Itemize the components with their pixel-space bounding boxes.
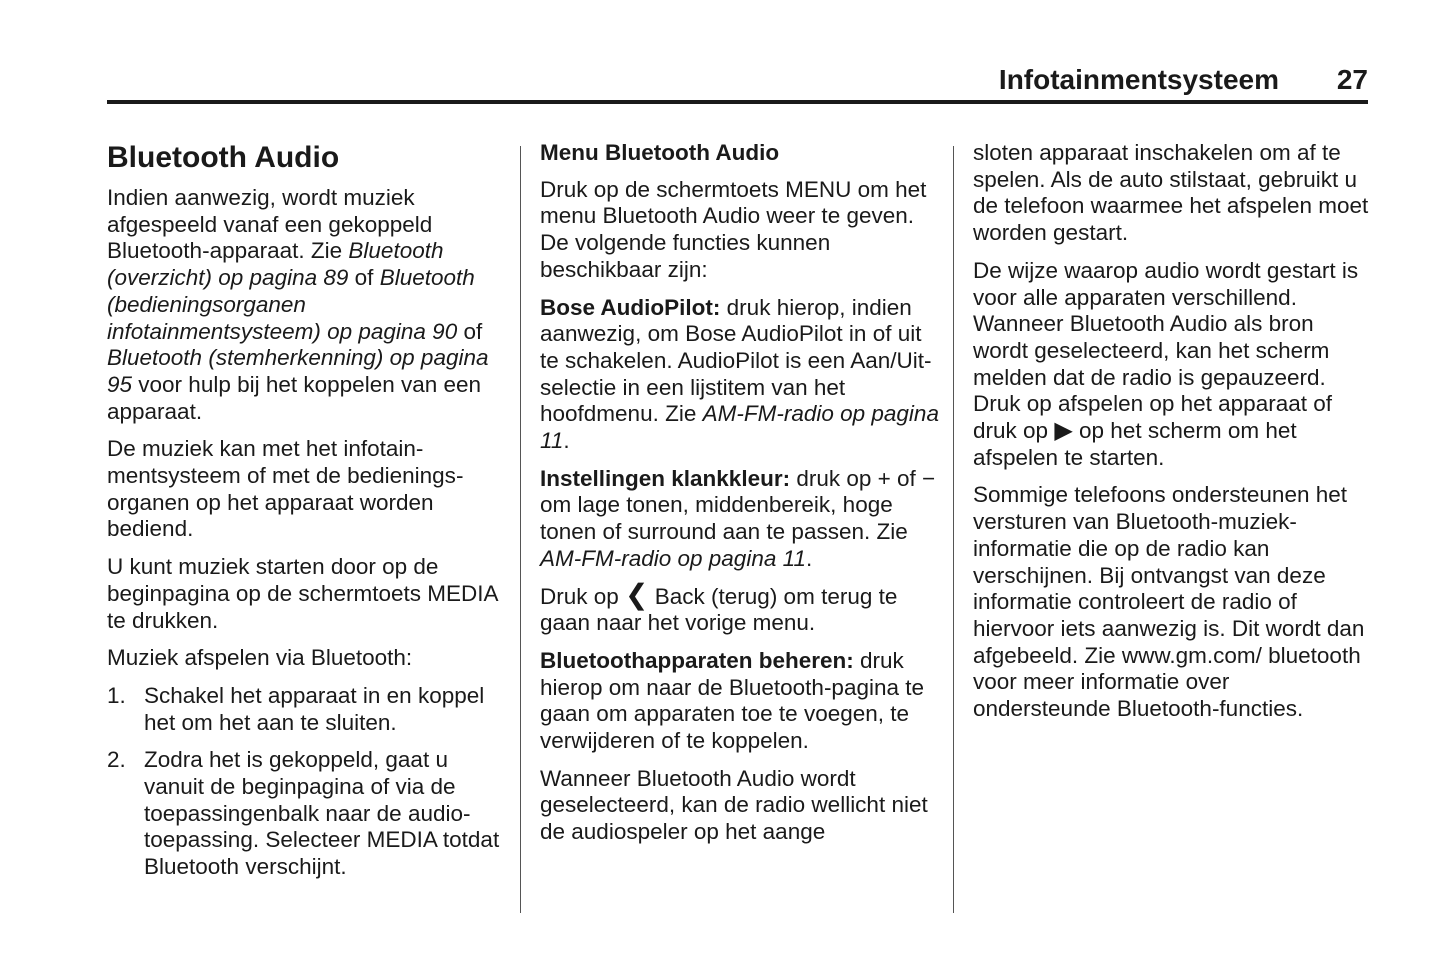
cross-reference: AM-FM-radio op pagina 11: [540, 545, 806, 571]
column-3: [973, 140, 1373, 734]
step-text: Zodra het is gekoppeld, gaat u vanuit de beginpagina of via de toepassingenbalk naar de audiotoepassing. Selecteer MEDIA totdat Bluetooth verschijnt.: [144, 747, 500, 880]
steps-list: [107, 683, 505, 881]
back-chevron-icon: ❮: [625, 578, 649, 610]
paragraph: Sommige telefoons ondersteunen het versturen van Bluetooth-muziekinformatie die op de radio kan verschijnen. Bij ontvangst van deze informatie controleert de radio of hiervoor iets aanwezig is. Dit wordt dan afgebeeld. Zie www.gm.com/ bluetooth voor meer informatie over ondersteunde Bluetooth-functies.: [973, 482, 1365, 722]
column-1: [107, 140, 505, 892]
paragraph: Muziek afspelen via Bluetooth:: [107, 645, 413, 671]
page-title: Bluetooth Audio: [107, 141, 340, 174]
list-item: [107, 683, 505, 736]
entry-label: Instellingen klankkleur:: [540, 465, 791, 491]
column-divider: [953, 146, 954, 913]
section-heading: Menu Bluetooth Audio: [540, 140, 780, 165]
paragraph: Druk op de schermtoets MENU om het menu Bluetooth Audio weer te geven. De volgende functies kunnen beschikbaar zijn:: [540, 176, 927, 282]
paragraph: De muziek kan met het infotainmentsysteem of met de bedieningsorganen op het apparaat worden bediend.: [107, 436, 464, 542]
step-number: 1.: [107, 682, 126, 708]
manage-devices-entry: Bluetoothapparaten beheren: druk hierop om naar de Bluetooth-pagina te gaan om apparaten toe te voegen, te verwijderen of te koppelen.: [540, 647, 925, 754]
page-number: 27: [1336, 64, 1368, 95]
cross-reference: Bluetooth (stemherkenning) op pagina 95: [107, 345, 489, 397]
list-item: [107, 747, 505, 881]
intro-paragraph: Indien aanwezig, wordt muziek afgespeeld vanaf een gekoppeld Bluetooth-apparaat. Zie Bluetooth (overzicht) op pagina 89 of Bluetooth (bedieningsorganen infotainmentsysteem) op pagina 90 of Bluetooth (stemherkenning) op pagina 95 voor hulp bij het koppelen van een apparaat.: [107, 185, 489, 424]
section-title: Infotainmentsysteem: [998, 64, 1279, 95]
tone-settings-entry: Instellingen klankkleur: druk op + of − om lage tonen, middenbereik, hoge tonen of surround aan te passen. Zie AM-FM-radio op pagina 11.: [540, 465, 936, 571]
paragraph: U kunt muziek starten door op de beginpagina op de schermtoets MEDIA te drukken.: [107, 554, 498, 633]
step-number: 2.: [107, 747, 126, 773]
cross-reference: Bluetooth (bedieningsorganen infotainmentsysteem) op pagina 90: [107, 265, 475, 344]
paragraph: sloten apparaat inschakelen om af te spelen. Als de auto stilstaat, gebruikt u de telefoon waarmee het afspelen moet worden gestart.: [973, 140, 1369, 246]
paragraph: Wanneer Bluetooth Audio wordt geselecteerd, kan de radio wellicht niet de audiospeler op het aange: [540, 765, 928, 845]
play-paragraph: De wijze waarop audio wordt gestart is voor alle apparaten verschillend. Wanneer Bluetooth Audio als bron wordt geselecteerd, kan het scherm melden dat de radio is gepauzeerd. Druk op afspelen op het apparaat of druk op ▶ op het scherm om het afspelen te starten.: [973, 257, 1359, 470]
column-divider: [520, 146, 521, 913]
bose-audiopilot-entry: Bose AudioPilot: druk hierop, indien aanwezig, om Bose AudioPilot in of uit te schakelen. AudioPilot is een Aan/Uit-selectie in een lijstitem van het hoofdmenu. Zie AM-FM-radio op pagina 11.: [540, 294, 939, 454]
step-text: Schakel het apparaat in en koppel het om het aan te sluiten.: [144, 682, 485, 735]
back-paragraph: Druk op ❮ Back (terug) om terug te gaan naar het vorige menu.: [540, 578, 898, 636]
entry-label: Bluetoothapparaten beheren:: [540, 647, 854, 673]
column-2: [540, 140, 940, 857]
page-header: [107, 62, 1368, 104]
cross-reference: Bluetooth (overzicht) op pagina 89: [107, 238, 444, 291]
entry-label: Bose AudioPilot:: [540, 294, 721, 320]
cross-reference: AM-FM-radio op pagina 11: [540, 401, 939, 454]
play-icon: ▶: [1054, 417, 1073, 445]
